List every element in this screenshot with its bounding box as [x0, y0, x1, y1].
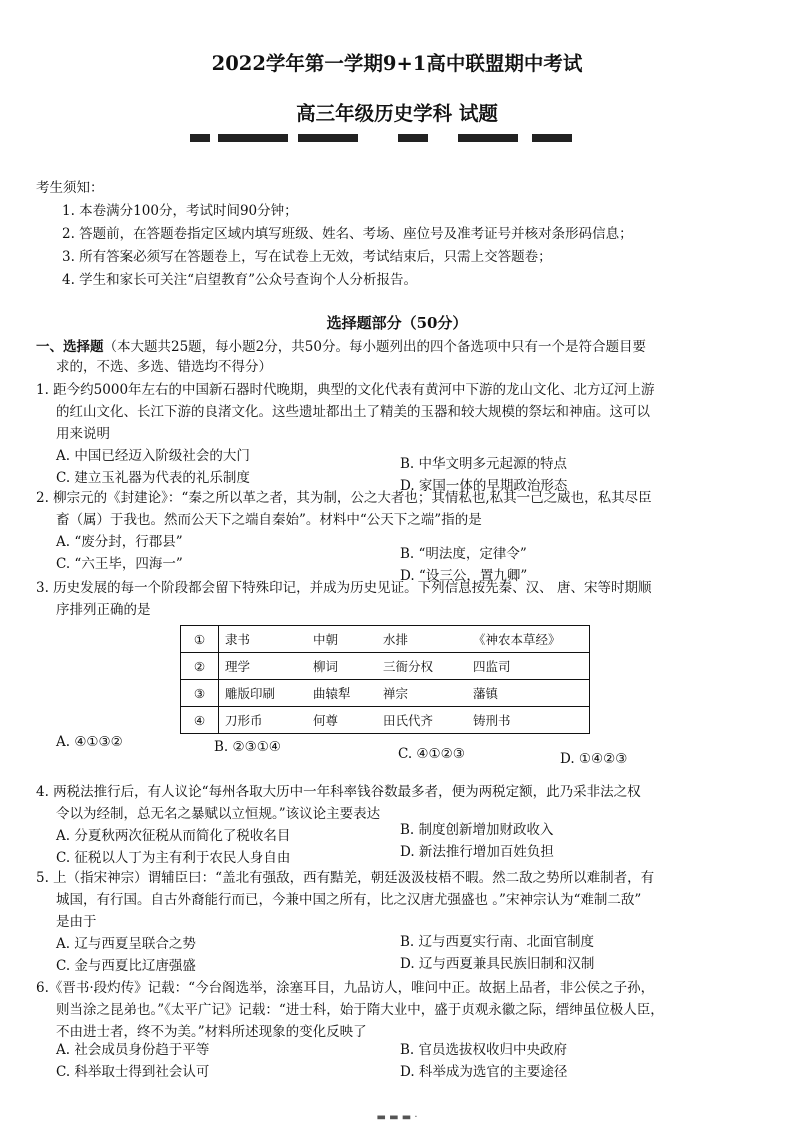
option-d: D. 新法推行增加百姓负担: [400, 844, 554, 860]
notice-item: 2. 答题前，在答题卷指定区域内填写班级、姓名、考场、座位号及准考证号并核对条形码信息；: [62, 226, 633, 242]
option-d: D. 辽与西夏兼具民族旧制和汉制: [400, 956, 595, 972]
question-line: 5. 上（指宋神宗）谓辅臣曰：“盖北有强敌，西有黠羌，朝廷汲汲枝梧不暇。然二敌之势所以难制者，有: [36, 870, 655, 886]
question-line: 序排列正确的是: [56, 602, 151, 618]
part-label: 一、选择题: [36, 339, 104, 355]
option-d: D. ①④②③: [560, 751, 628, 767]
table-cell: 理学: [225, 659, 251, 674]
table-cell: 刀形币: [225, 713, 263, 728]
question-line: 是由于: [56, 914, 97, 930]
option-b: B. 制度创新增加财政收入: [400, 822, 554, 838]
row-number: ④: [181, 707, 219, 734]
question-line: 4. 两税法推行后，有人议论“每州各取大历中一年科率钱谷数最多者，便为两税定额，此乃采非法之权: [36, 784, 641, 800]
question-line: 3. 历史发展的每一个阶段都会留下特殊印记，并成为历史见证。下列信息按先秦、汉、 唐、宋等时期顺: [36, 580, 652, 596]
option-c: C. ④①②③: [398, 746, 465, 762]
option-d: D. 科举成为选官的主要途径: [400, 1064, 568, 1080]
part-instruction-line: 求的，不选、多选、错选均不得分）: [56, 359, 272, 375]
question-line: 用来说明: [56, 426, 110, 442]
option-d: D. 家国一体的早期政治形态: [400, 478, 568, 494]
part-instruction: [36, 335, 646, 355]
table-cell: 铸刑书: [473, 713, 511, 728]
row-number: ③: [181, 680, 219, 707]
exam-title: 2022学年第一学期9+1高中联盟期中考试: [211, 52, 583, 75]
option-c: C. 金与西夏比辽唐强盛: [56, 958, 196, 974]
notice-item: 4. 学生和家长可关注“启望教育”公众号查询个人分析报告。: [62, 272, 417, 288]
notice-heading: 考生须知：: [36, 180, 104, 196]
question-line: 令以为经制，总无名之暴赋以立恒规。”该议论主要表达: [56, 806, 381, 822]
exam-subtitle: 高三年级历史学科 试题: [296, 102, 498, 125]
table-row: [181, 707, 590, 734]
part-instruction-text: （本大题共25题，每小题2分，共50分。每小题列出的四个备选项中只有一个是符合题目要: [103, 339, 646, 355]
table-cell: 田氏代齐: [383, 713, 434, 728]
option-a: A. 分夏秋两次征税从而简化了税收名目: [56, 828, 291, 844]
question-line: 6.《晋书·段灼传》记载：“今台阁选举，涂塞耳目，九品访人，唯问中正。故据上品者，非公侯之子孙，: [36, 980, 655, 996]
option-a: A. 中国已经迈入阶级社会的大门: [56, 448, 250, 464]
option-b: B. 官员选拔权收归中央政府: [400, 1042, 568, 1058]
table-cell: 四监司: [473, 659, 511, 674]
option-c: C. 建立玉礼器为代表的礼乐制度: [56, 470, 250, 486]
question-line: 2. 柳宗元的《封建论》：“秦之所以革之者，其为制，公之大者也；其情私也,私其一己之威也，私其尽臣: [36, 490, 652, 506]
table-cell: 《神农本草经》: [473, 632, 561, 647]
table-cell: 曲辕犁: [313, 686, 351, 701]
question-line: 城国，有行国。自古外裔能行而已，今兼中国之所有，比之汉唐尤强盛也 。”宋神宗认为“难制二敌”: [56, 892, 642, 908]
option-a: A. 社会成员身份趋于平等: [56, 1042, 210, 1058]
table-cell: 雕版印刷: [225, 686, 276, 701]
table-cell: 禅宗: [383, 686, 409, 701]
option-c: C. “六王毕，四海一”: [56, 556, 183, 572]
notice-item: 1. 本卷满分100分，考试时间90分钟；: [62, 203, 298, 219]
table-cell: 柳词: [313, 659, 339, 674]
option-d: D. “设三公，置九卿”: [400, 568, 528, 584]
table-row: [181, 653, 590, 680]
table-row: [181, 680, 590, 707]
section-title: 选择题部分（50分）: [326, 314, 468, 332]
option-a: A. ④①③②: [56, 734, 123, 750]
question-line: 则当涂之昆弟也。”《太平广记》记载：“进士科，始于隋大业中，盛于贞观永徽之际，缙绅虽位极人臣，: [56, 1002, 664, 1018]
table-row: [181, 626, 590, 653]
row-number: ②: [181, 653, 219, 680]
table-cell: 三衙分权: [383, 659, 434, 674]
option-c: C. 征税以人丁为主有利于农民人身自由: [56, 850, 291, 866]
row-number: ①: [181, 626, 219, 653]
option-b: B. 中华文明多元起源的特点: [400, 456, 568, 472]
question-line: 的红山文化、长江下游的良渚文化。这些遗址都出土了精美的玉器和较大规模的祭坛和神庙。这可以: [56, 404, 650, 420]
table-cell: 隶书: [225, 632, 251, 647]
info-table: [180, 625, 590, 734]
option-b: B. ②③①④: [214, 739, 281, 755]
question-line: 不由进士者，终不为美。”材料所述现象的变化反映了: [56, 1024, 367, 1040]
option-a: A. “废分封，行郡县”: [56, 534, 183, 550]
table-cell: 水排: [383, 632, 409, 647]
cropped-text-line: [190, 134, 710, 142]
page-footer-fragment: ▬ ▬ ▬ ·: [376, 1112, 418, 1123]
table-cell: 何尊: [313, 713, 339, 728]
question-line: 畜（属）于我也。然而公天下之端自秦始”。材料中“公天下之端”指的是: [56, 512, 482, 528]
notice-item: 3. 所有答案必须写在答题卷上，写在试卷上无效，考试结束后，只需上交答题卷；: [62, 249, 552, 265]
table-cell: 藩镇: [473, 686, 499, 701]
option-a: A. 辽与西夏呈联合之势: [56, 936, 196, 952]
option-b: B. “明法度，定律令”: [400, 546, 527, 562]
option-b: B. 辽与西夏实行南、北面官制度: [400, 934, 595, 950]
question-line: 1. 距今约5000年左右的中国新石器时代晚期，典型的文化代表有黄河中下游的龙山文化、北方辽河上游: [36, 382, 655, 398]
table-cell: 中朝: [313, 632, 339, 647]
option-c: C. 科举取士得到社会认可: [56, 1064, 210, 1080]
